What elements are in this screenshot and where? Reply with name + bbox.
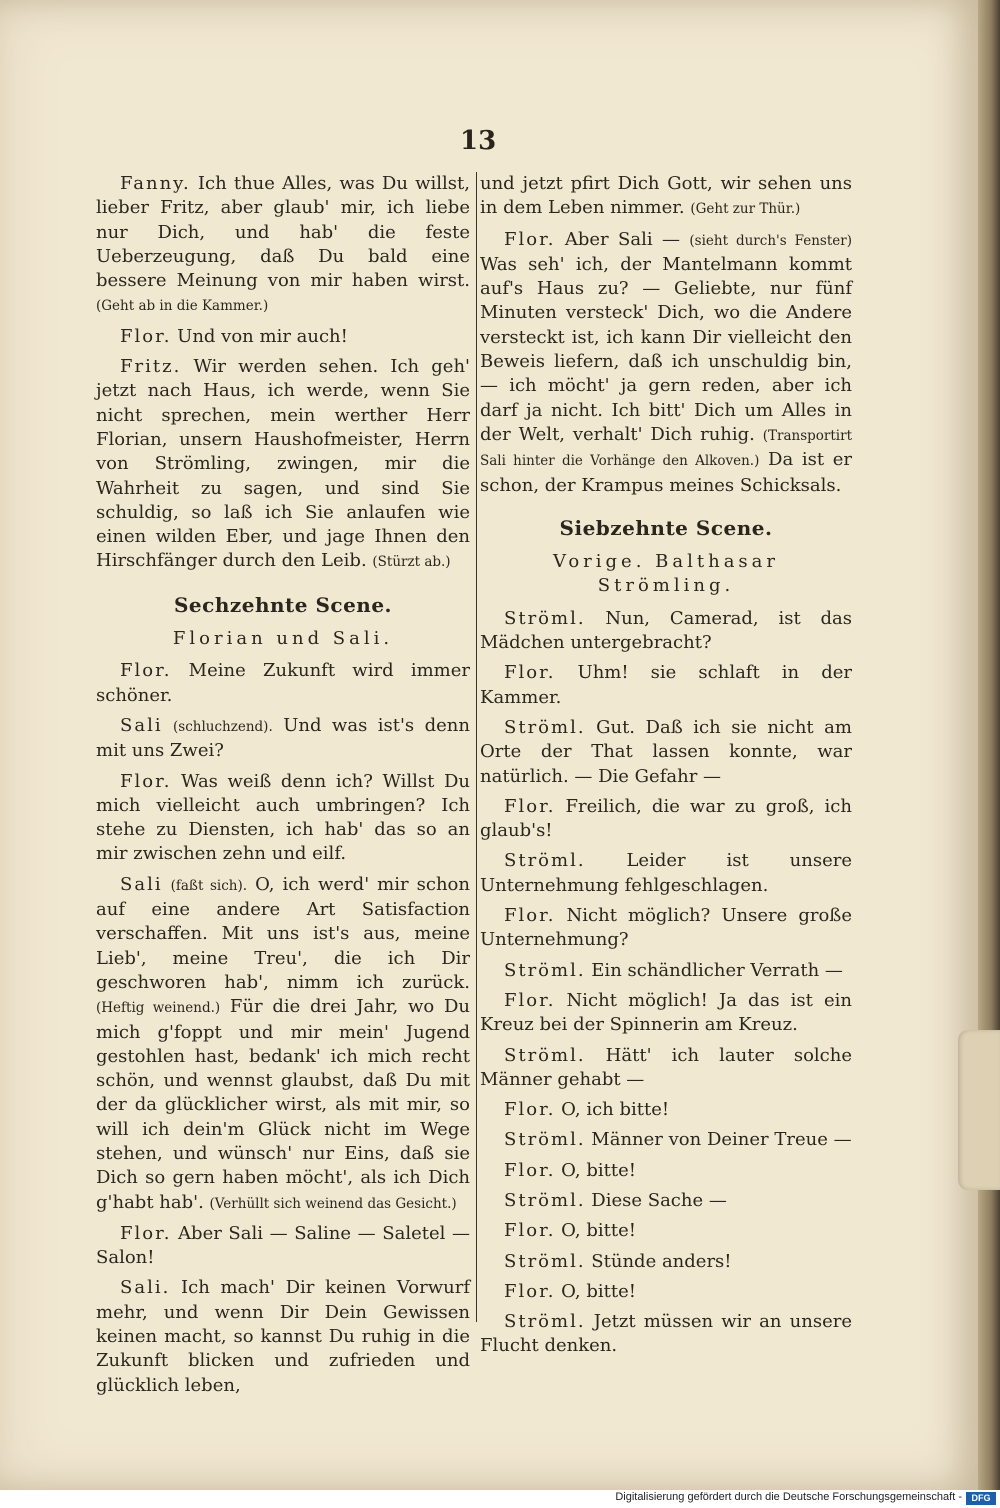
speech: O, ich bitte! — [561, 1099, 670, 1121]
paragraph — [480, 1310, 852, 1359]
speech: Leider ist unsere Unternehmung fehlgeschlagen. — [480, 850, 852, 896]
scene-cast: Vorige. Balthasar Strömling. — [552, 551, 779, 597]
stage-direction: (sieht durch's Fenster) — [689, 232, 852, 249]
paragraph — [480, 1159, 852, 1183]
speaker: Sali — [120, 873, 163, 895]
paragraph — [96, 172, 470, 319]
paragraph — [96, 1222, 470, 1271]
speaker: Ströml. — [504, 1311, 586, 1333]
speaker: Flor. — [504, 1099, 556, 1121]
speech: Nicht möglich! Ja das ist ein Kreuz bei der Spinnerin am Kreuz. — [480, 989, 852, 1036]
column-divider — [476, 172, 477, 1322]
dfg-logo: DFG — [966, 1492, 996, 1505]
speaker: Flor. — [504, 1280, 556, 1302]
speech: O, bitte! — [561, 1280, 636, 1302]
footer-credit: Digitalisierung gefördert durch die Deutsche Forschungsgemeinschaft - — [615, 1491, 962, 1503]
paragraph — [480, 795, 852, 844]
speaker: Flor. — [504, 662, 556, 684]
speech: Hätt' ich lauter solche Männer gehabt — — [480, 1044, 852, 1090]
paragraph — [480, 1128, 852, 1152]
stage-direction: (schluchzend). — [173, 718, 273, 735]
speaker: Ströml. — [504, 850, 586, 872]
left-column — [96, 172, 470, 1404]
paragraph — [96, 770, 470, 867]
speaker: Ströml. — [504, 1129, 586, 1151]
speaker: Ströml. — [504, 1250, 586, 1272]
paragraph — [96, 325, 470, 349]
speech: Nicht möglich? Unsere große Unternehmung? — [480, 905, 852, 951]
paragraph — [96, 659, 470, 708]
speaker: Sali. — [120, 1277, 171, 1299]
paragraph — [96, 873, 470, 1216]
speech: Uhm! sie schlaft in der Kammer. — [480, 662, 852, 708]
speech: Ich thue Alles, was Du willst, lieber Fritz, aber glaub' mir, ich liebe nur Dich, und hab' die feste Ueberzeugung, daß Du bald eine bessere Meinung von mir haben wirst. — [96, 173, 470, 292]
speech: Wir werden sehen. Ich geh' jetzt nach Haus, ich werde, wenn Sie nicht sprechen, mein werther Herr Florian, unsern Haushofmeister, Herrn von Strömling, zwingen, mir die Wahrheit zu sagen, und sind Sie schuldig, so laß ich Sie anlaufen wie einen wilden Eber, und jage Ihnen den Hirschfänger durch den Leib. — [96, 356, 470, 572]
stage-direction: (Geht ab in die Kammer.) — [96, 298, 269, 315]
speech: Nun, Camerad, ist das Mädchen untergebracht? — [480, 607, 852, 654]
speech: Ich mach' Dir keinen Vorwurf mehr, und wenn Dir Dein Gewissen keinen macht, so kannst Du ruhig in die Zukunft blicken und zufrieden und glücklich leben, — [96, 1277, 470, 1396]
paragraph — [96, 714, 470, 764]
page-tab — [958, 1030, 1000, 1190]
speech: O, bitte! — [561, 1159, 636, 1181]
speech: Und was ist's denn mit uns Zwei? — [96, 714, 470, 762]
speech: Jetzt müssen wir an unsere Flucht denken. — [480, 1311, 852, 1357]
paragraph — [480, 716, 852, 789]
speaker: Ströml. — [504, 1044, 586, 1066]
speaker: Ströml. — [504, 607, 586, 629]
stage-direction: (Transportirt Sali hinter die Vorhänge den Alkoven.) — [480, 427, 852, 470]
paragraph — [480, 1044, 852, 1093]
speaker: Flor. — [504, 1220, 556, 1242]
speech: Gut. Daß ich sie nicht am Orte der That lassen konnte, war natürlich. — Die Gefahr — — [480, 716, 852, 787]
speaker: Ströml. — [504, 959, 586, 981]
paragraph — [480, 959, 852, 983]
speaker: Fanny. — [120, 173, 191, 194]
page-edge — [978, 0, 1000, 1490]
scene-heading: Siebzehnte Scene. — [559, 515, 773, 540]
right-column — [480, 172, 852, 1365]
speech: Was weiß denn ich? Willst Du mich vielleicht auch umbringen? Ich stehe zu Diensten, ich hab' das so an mir zwischen zehn und eilf. — [96, 770, 470, 865]
speaker: Flor. — [120, 1222, 172, 1244]
speech: Für die drei Jahr, wo Du mich g'foppt und mir mein' Jugend gestohlen hast, bedank' ich mich recht schön, und wennst glaubst, daß Du mit der da glücklicher wirst, als mit mir, so will ich dein'm Glück nicht im Wege stehen, und wünsch' nur Eins, daß sie Dich so gern haben möcht', als ich Dich g'habt hab'. — [96, 996, 470, 1213]
speech: Freilich, die war zu groß, ich glaub's! — [480, 795, 852, 842]
speaker: Flor. — [120, 770, 172, 792]
paragraph — [96, 1276, 470, 1397]
speech: Ein schändlicher Verrath — — [591, 959, 843, 981]
stage-direction: (Geht zur Thür.) — [690, 201, 801, 218]
speaker: Flor. — [504, 989, 556, 1011]
stage-direction: (Stürzt ab.) — [372, 554, 451, 571]
speaker: Flor. — [504, 905, 556, 927]
paragraph — [480, 1280, 852, 1304]
paragraph — [480, 1219, 852, 1243]
scene-heading: Sechzehnte Scene. — [173, 592, 393, 617]
speech: Da ist er schon, der Krampus meines Schicksals. — [480, 449, 852, 496]
speech: O, bitte! — [561, 1220, 636, 1242]
speech: Aber Sali — — [564, 228, 680, 250]
speech: Und von mir auch! — [177, 325, 348, 347]
paragraph — [480, 1098, 852, 1122]
speaker: Flor. — [120, 660, 172, 682]
paragraph — [480, 1250, 852, 1274]
speaker: Flor. — [504, 228, 556, 250]
speaker: Ströml. — [504, 716, 586, 738]
speech: Meine Zukunft wird immer schöner. — [96, 660, 470, 706]
paragraph — [480, 607, 852, 656]
scene-cast: Florian und Sali. — [172, 628, 394, 650]
speaker: Ströml. — [504, 1189, 586, 1211]
speaker: Fritz. — [120, 356, 182, 378]
paragraph — [480, 904, 852, 953]
speech: Stünde anders! — [591, 1250, 732, 1272]
speech: Aber Sali — Saline — Saletel — Salon! — [96, 1222, 470, 1269]
speaker: Flor. — [504, 795, 556, 817]
speech: und jetzt pfirt Dich Gott, wir sehen uns in dem Leben nimmer. — [480, 173, 852, 219]
paragraph — [480, 172, 852, 222]
speech: Was seh' ich, der Mantelmann kommt auf's Haus zu? — Geliebte, nur fünf Minuten versteck' Dich, wo die Andere versteckt ist, ich kann Dir vielleicht den Beweis liefern, daß ich unschuldig bin, — ich möcht' ja gern reden, aber ich darf ja nicht. Ich bitt' Dich um Alles in der Welt, verhalt' Dich ruhig. — [480, 253, 852, 445]
paragraph — [480, 849, 852, 898]
stage-direction: (Heftig weinend.) — [96, 1000, 221, 1017]
paragraph — [96, 355, 470, 575]
speech: Diese Sache — — [591, 1189, 727, 1211]
page-number: 13 — [460, 126, 497, 156]
stage-direction: (Verhüllt sich weinend das Gesicht.) — [209, 1195, 457, 1212]
paragraph — [480, 661, 852, 710]
paragraph — [480, 1189, 852, 1213]
speaker: Flor. — [504, 1159, 556, 1181]
paragraph — [480, 989, 852, 1038]
speech: O, ich werd' mir schon auf eine andere Art Satisfaction verschaffen. Mit uns ist's aus, meine Lieb', meine Treu', die ich Dir geschworen hab', nimm ich zurück. — [96, 873, 470, 993]
stage-direction: (faßt sich). — [170, 877, 248, 894]
paragraph — [480, 228, 852, 498]
speech: Männer von Deiner Treue — — [591, 1129, 852, 1151]
speaker: Flor. — [120, 325, 172, 347]
speaker: Sali — [120, 714, 163, 736]
